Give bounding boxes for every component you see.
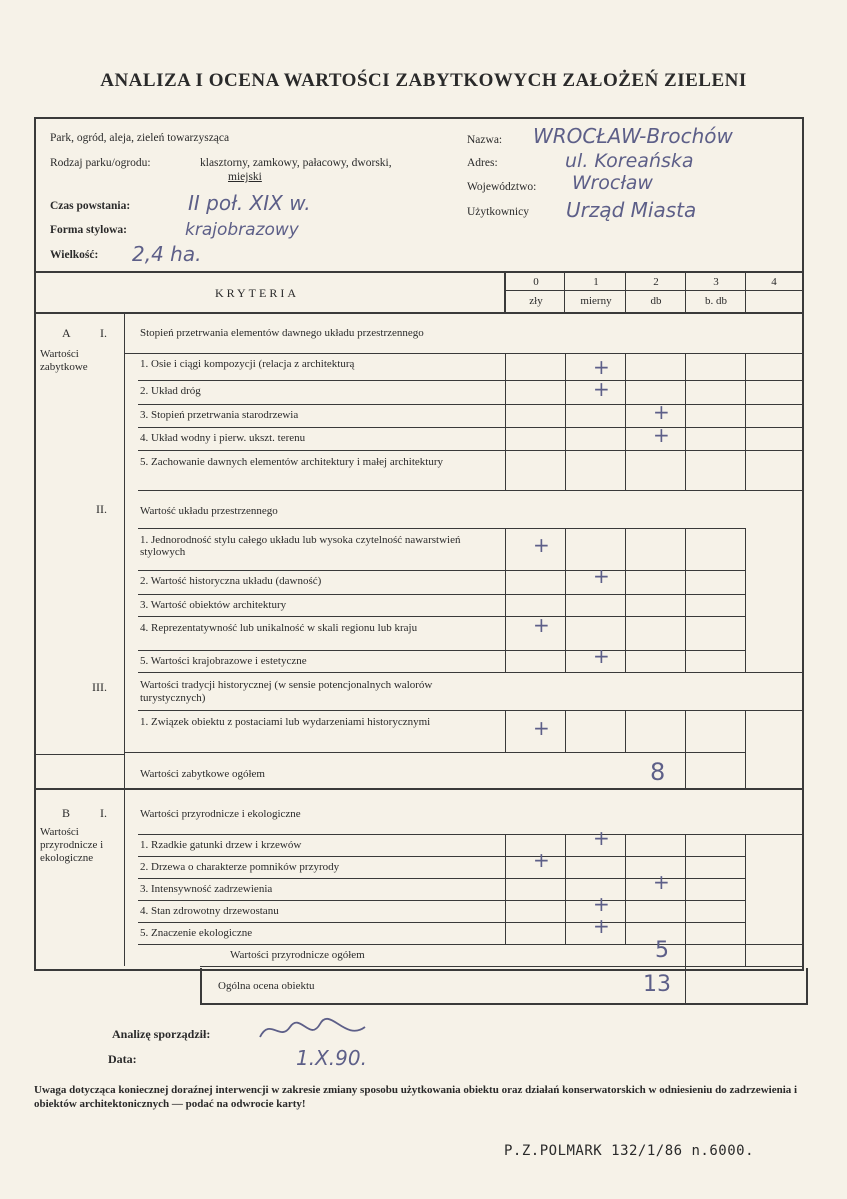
secIII-title: Wartości tradycji historycznej (w sensie potencjonalnych walorów turystycznych) xyxy=(140,679,433,704)
woj-value: Wrocław xyxy=(572,172,653,194)
score-1: 1 xyxy=(593,276,599,288)
total-A-label: Wartości zabytkowe ogółem xyxy=(140,768,265,780)
score-2: 2 xyxy=(653,276,659,288)
kryteria-header: KRYTERIA xyxy=(215,286,299,300)
adres-label: Adres: xyxy=(467,157,498,169)
woj-label: Województwo: xyxy=(467,181,537,193)
park-line: Park, ogród, aleja, zieleń towarzysząca xyxy=(50,132,230,144)
criterion-I-4: 4. Układ wodny i pierw. ukszt. terenu xyxy=(140,432,306,444)
rodzaj-options: klasztorny, zamkowy, pałacowy, dworski, xyxy=(200,157,392,169)
check-mark: + xyxy=(533,716,550,740)
czas-label: Czas powstania: xyxy=(50,200,131,212)
criterion-B-1: 1. Rzadkie gatunki drzew i krzewów xyxy=(140,839,302,851)
adres-value: ul. Koreańska xyxy=(565,150,694,172)
criterion-I-1: 1. Osie i ciągi kompozycji (relacja z architekturą xyxy=(140,358,355,370)
score-3: 3 xyxy=(713,276,719,288)
check-mark: + xyxy=(593,826,610,850)
forma-value: krajobrazowy xyxy=(185,220,299,240)
forma-label: Forma stylowa: xyxy=(50,224,127,236)
rodzaj-selected: miejski xyxy=(228,171,262,183)
check-mark: + xyxy=(593,914,610,938)
check-mark: + xyxy=(593,564,610,588)
secIII-num: III. xyxy=(92,680,107,694)
nazwa-label: Nazwa: xyxy=(467,134,503,146)
form-code: P.Z.POLMARK 132/1/86 n.6000. xyxy=(504,1143,755,1159)
score-word-2: db xyxy=(650,295,662,307)
secI-title: Stopień przetrwania elementów dawnego układu przestrzennego xyxy=(140,327,424,339)
data-value: 1.X.90. xyxy=(296,1046,367,1070)
secBI-title: Wartości przyrodnicze i ekologiczne xyxy=(140,808,301,820)
uzyt-label: Użytkownicy xyxy=(467,206,529,218)
check-mark: + xyxy=(593,355,610,379)
criterion-I-5: 5. Zachowanie dawnych elementów architektury i małej architektury xyxy=(140,456,443,468)
check-mark: + xyxy=(653,870,670,894)
check-mark: + xyxy=(593,377,610,401)
criterion-B-3: 3. Intensywność zadrzewienia xyxy=(140,883,273,895)
overall-value: 13 xyxy=(643,972,671,997)
uwaga-note: Uwaga dotycząca koniecznej doraźnej interwencji w zakresie zmiany sposobu użytkowania obiektu oraz działań konserwatorskich w odniesieniu do zadrzewienia i obiektów architektonicznych — podać na odwrocie karty! xyxy=(34,1084,798,1110)
groupA-name: Wartości zabytkowe xyxy=(40,348,88,373)
secII-title: Wartość układu przestrzennego xyxy=(140,505,278,517)
criterion-III-1: 1. Związek obiektu z postaciami lub wydarzeniami historycznymi xyxy=(140,716,431,728)
score-4: 4 xyxy=(771,276,777,288)
groupA-code: A xyxy=(62,326,71,340)
check-mark: + xyxy=(593,892,610,916)
criterion-II-4: 4. Reprezentatywność lub unikalność w skali regionu lub kraju xyxy=(140,622,418,634)
criterion-I-2: 2. Układ dróg xyxy=(140,385,201,397)
criterion-B-2: 2. Drzewa o charakterze pomników przyrody xyxy=(140,861,340,873)
overall-label: Ogólna ocena obiektu xyxy=(218,980,315,992)
check-mark: + xyxy=(593,644,610,668)
check-mark: + xyxy=(653,400,670,424)
total-B-value: 5 xyxy=(655,938,669,963)
rodzaj-label: Rodzaj parku/ogrodu: xyxy=(50,157,151,169)
score-word-3: b. db xyxy=(705,295,727,307)
czas-value: II poł. XIX w. xyxy=(188,191,311,215)
secBI-num: I. xyxy=(100,806,107,820)
secII-num: II. xyxy=(96,502,107,516)
score-word-1: mierny xyxy=(580,295,612,307)
check-mark: + xyxy=(533,848,550,872)
check-mark: + xyxy=(533,613,550,637)
wielkosc-label: Wielkość: xyxy=(50,249,99,261)
criterion-B-4: 4. Stan zdrowotny drzewostanu xyxy=(140,905,279,917)
criterion-B-5: 5. Znaczenie ekologiczne xyxy=(140,927,253,939)
form-title: ANALIZA I OCENA WARTOŚCI ZABYTKOWYCH ZAŁOŻEŃ ZIELENI xyxy=(100,70,747,91)
nazwa-value: WROCŁAW-Brochów xyxy=(533,124,733,148)
criterion-II-2: 2. Wartość historyczna układu (dawność) xyxy=(140,575,322,587)
wielkosc-value: 2,4 ha. xyxy=(132,242,202,266)
score-0: 0 xyxy=(533,276,539,288)
groupB-code: B xyxy=(62,806,71,820)
groupB-name: Wartości przyrodnicze i ekologiczne xyxy=(40,826,104,864)
uzyt-value: Urząd Miasta xyxy=(566,198,697,222)
score-word-0: zły xyxy=(529,295,543,307)
total-B-label: Wartości przyrodnicze ogółem xyxy=(230,949,365,961)
criterion-II-3: 3. Wartość obiektów architektury xyxy=(140,599,287,611)
check-mark: + xyxy=(533,533,550,557)
analiza-label: Analizę sporządził: xyxy=(112,1027,211,1041)
total-A-value: 8 xyxy=(650,758,666,786)
criterion-II-5: 5. Wartości krajobrazowe i estetyczne xyxy=(140,655,307,667)
check-mark: + xyxy=(653,423,670,447)
secI-num: I. xyxy=(100,326,107,340)
criterion-II-1: 1. Jednorodność stylu całego układu lub wysoka czytelność nawarstwień stylowych xyxy=(140,534,461,558)
data-label: Data: xyxy=(108,1052,137,1066)
criterion-I-3: 3. Stopień przetrwania starodrzewia xyxy=(140,409,299,421)
